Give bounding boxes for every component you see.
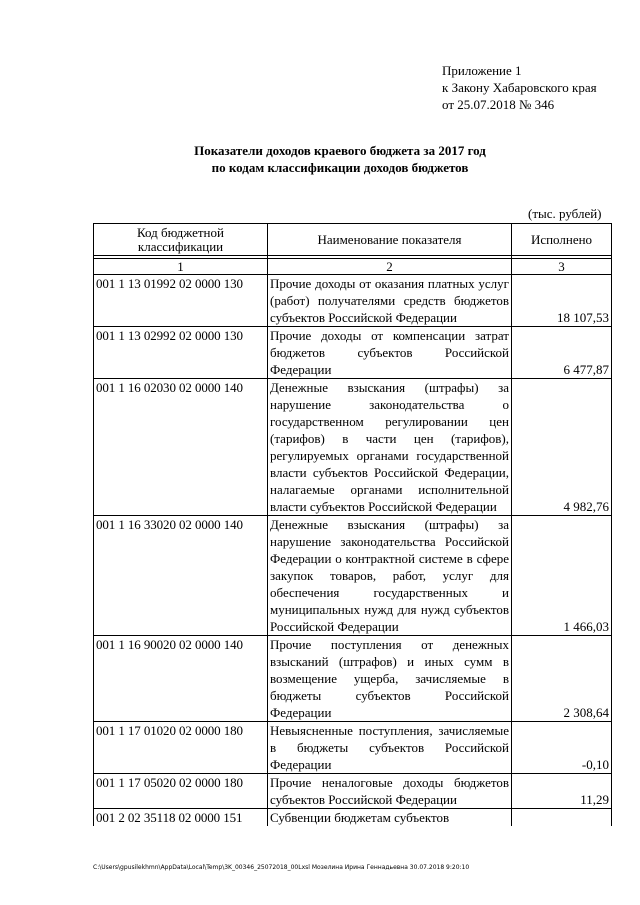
row-name: Прочие поступления от денежных взысканий (штрафов) и иных сумм в возмещение ущерба, зачисляемые в бюджеты субъектов Российской Федерации [268, 636, 512, 722]
row-code: 001 1 16 33020 02 0000 140 [94, 516, 268, 636]
row-value: 1 466,03 [512, 516, 612, 636]
header-name: Наименование показателя [268, 224, 512, 256]
column-number: 1 [94, 259, 268, 275]
row-code: 001 1 16 90020 02 0000 140 [94, 636, 268, 722]
table-row [94, 774, 612, 809]
table-row [94, 516, 612, 636]
row-code: 001 1 16 02030 02 0000 140 [94, 379, 268, 516]
revenue-table [93, 223, 612, 826]
row-name: Прочие доходы от оказания платных услуг (работ) получателями средств бюджетов субъектов Российской Федерации [268, 275, 512, 327]
column-number-row [94, 259, 612, 275]
column-number: 3 [512, 259, 612, 275]
unit-label: (тыс. рублей) [528, 206, 602, 221]
appendix-block [442, 62, 597, 113]
row-code: 001 1 13 01992 02 0000 130 [94, 275, 268, 327]
row-code: 001 1 17 05020 02 0000 180 [94, 774, 268, 809]
appendix-line-3: от 25.07.2018 № 346 [442, 97, 555, 112]
column-number: 2 [268, 259, 512, 275]
table-header-row [94, 224, 612, 256]
table-row [94, 722, 612, 774]
row-name: Субвенции бюджетам субъектов [268, 809, 512, 827]
row-value: 4 982,76 [512, 379, 612, 516]
appendix-line-2: к Закону Хабаровского края [442, 80, 597, 95]
row-name: Прочие доходы от компенсации затрат бюджетов субъектов Российской Федерации [268, 327, 512, 379]
title-line-1: Показатели доходов краевого бюджета за 2017 год [194, 143, 486, 158]
row-value: 2 308,64 [512, 636, 612, 722]
header-value: Исполнено [512, 224, 612, 256]
table-row [94, 275, 612, 327]
row-value: 6 477,87 [512, 327, 612, 379]
appendix-line-1: Приложение 1 [442, 63, 522, 78]
row-code: 001 1 17 01020 02 0000 180 [94, 722, 268, 774]
title-line-2: по кодам классификации доходов бюджетов [211, 160, 469, 175]
row-name: Прочие неналоговые доходы бюджетов субъектов Российской Федерации [268, 774, 512, 809]
header-code-line-2: классификации [137, 238, 224, 254]
row-value [512, 809, 612, 827]
row-value: 11,29 [512, 774, 612, 809]
row-name: Денежные взыскания (штрафы) за нарушение законодательства Российской Федерации о контрактной системе в сфере закупок товаров, работ, услуг для обеспечения государственных и муниципальных нужд для нужд субъектов Российской Федерации [268, 516, 512, 636]
row-value: 18 107,53 [512, 275, 612, 327]
document-title [0, 142, 640, 176]
row-code: 001 2 02 35118 02 0000 151 [94, 809, 268, 827]
file-path-footer: C:\Users\gpusilekhmn\AppData\Local\Temp\3K_00346_25072018_00Lxsl Мозелина Ирина Геннадьевна 30.07.2018 9:20:10 [93, 864, 470, 871]
table-row [94, 809, 612, 827]
row-value: -0,10 [512, 722, 612, 774]
header-code-line-1: Код бюджетной [137, 224, 224, 240]
table-row [94, 327, 612, 379]
row-code: 001 1 13 02992 02 0000 130 [94, 327, 268, 379]
row-name: Денежные взыскания (штрафы) за нарушение законодательства о государственном регулировании цен (тарифов) в части цен (тарифов), регулируемых органами государственной власти субъектов Российской Федерации, налагаемые органами исполнительной власти субъектов Российской Федерации [268, 379, 512, 516]
header-code [94, 224, 268, 256]
table-row [94, 636, 612, 722]
table-row [94, 379, 612, 516]
row-name: Невыясненные поступления, зачисляемые в бюджеты субъектов Российской Федерации [268, 722, 512, 774]
